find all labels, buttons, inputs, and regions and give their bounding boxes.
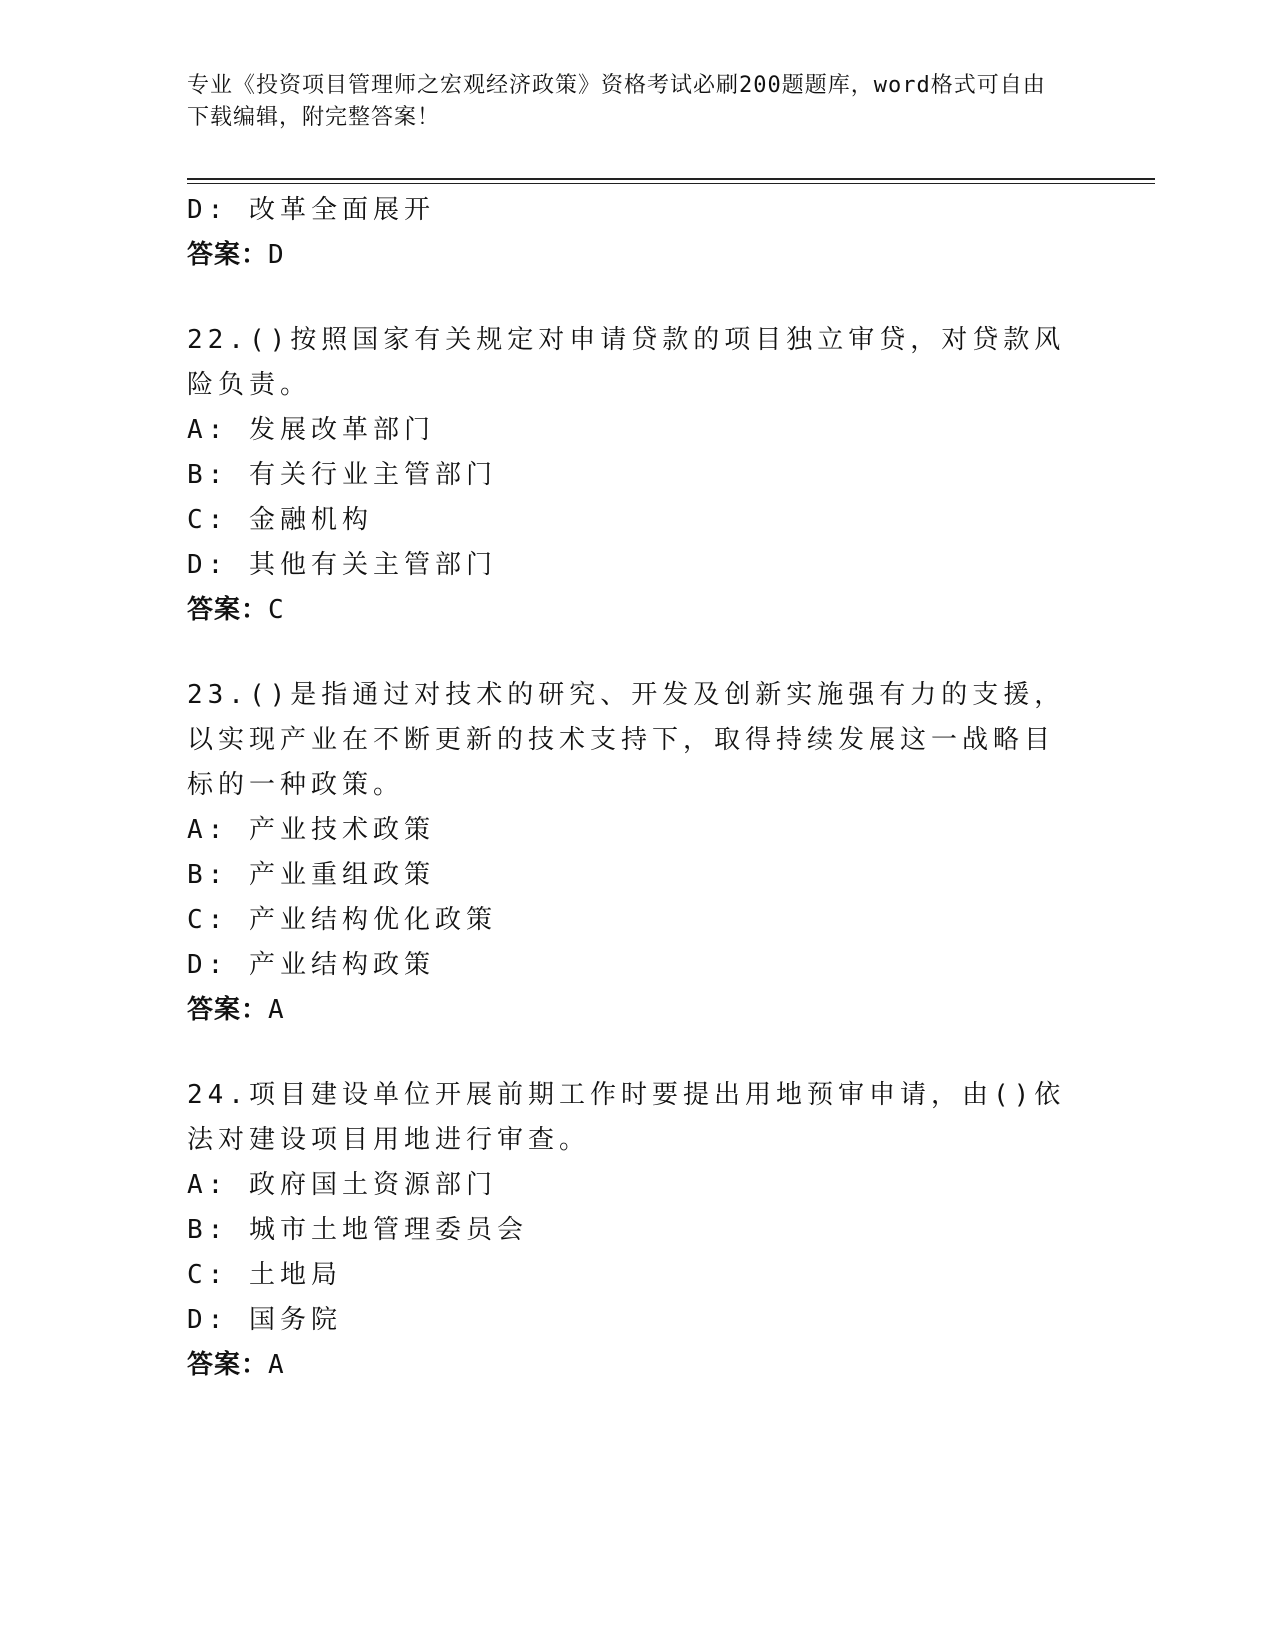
answer-line [187,988,1077,1033]
header-divider-thin [187,183,1155,184]
answer-label: 答案： [187,240,269,270]
document-header [187,70,1067,134]
answer-line [187,588,1077,633]
answer-label: 答案： [187,595,269,625]
option-c: C: 产业结构优化政策 [187,905,497,935]
question-list [187,188,1077,1388]
option-a: A: 政府国土资源部门 [187,1170,497,1200]
option-d: D: 改革全面展开 [187,195,435,225]
answer-value: A [268,1350,285,1380]
answer-value: A [268,995,285,1025]
option-b: B: 产业重组政策 [187,860,435,890]
answer-value: D [268,240,285,270]
question-text: 22.()按照国家有关规定对申请贷款的项目独立审贷，对贷款风险负责。 [187,325,1066,400]
answer-label: 答案： [187,995,269,1025]
header-text: 专业《投资项目管理师之宏观经济政策》资格考试必刷200题题库，word格式可自由下载编辑，附完整答案！ [187,73,1046,130]
question-24 [187,1073,1077,1163]
answer-value: C [268,595,285,625]
answer-line [187,233,1077,278]
question-text: 23.()是指通过对技术的研究、开发及创新实施强有力的支援，以实现产业在不断更新的技术支持下，取得持续发展这一战略目标的一种政策。 [187,680,1066,800]
option-c: C: 金融机构 [187,505,373,535]
answer-label: 答案： [187,1350,269,1380]
header-divider-thick [187,178,1155,180]
answer-line [187,1343,1077,1388]
option-a: A: 产业技术政策 [187,815,435,845]
option-a: A: 发展改革部门 [187,415,435,445]
option-d: D: 产业结构政策 [187,950,435,980]
option-c: C: 土地局 [187,1260,342,1290]
option-d: D: 国务院 [187,1305,342,1335]
question-23 [187,673,1077,808]
option-d: D: 其他有关主管部门 [187,550,497,580]
option-b: B: 有关行业主管部门 [187,460,497,490]
question-text: 24.项目建设单位开展前期工作时要提出用地预审申请，由()依法对建设项目用地进行审查。 [187,1080,1066,1155]
option-b: B: 城市土地管理委员会 [187,1215,528,1245]
question-22 [187,318,1077,408]
